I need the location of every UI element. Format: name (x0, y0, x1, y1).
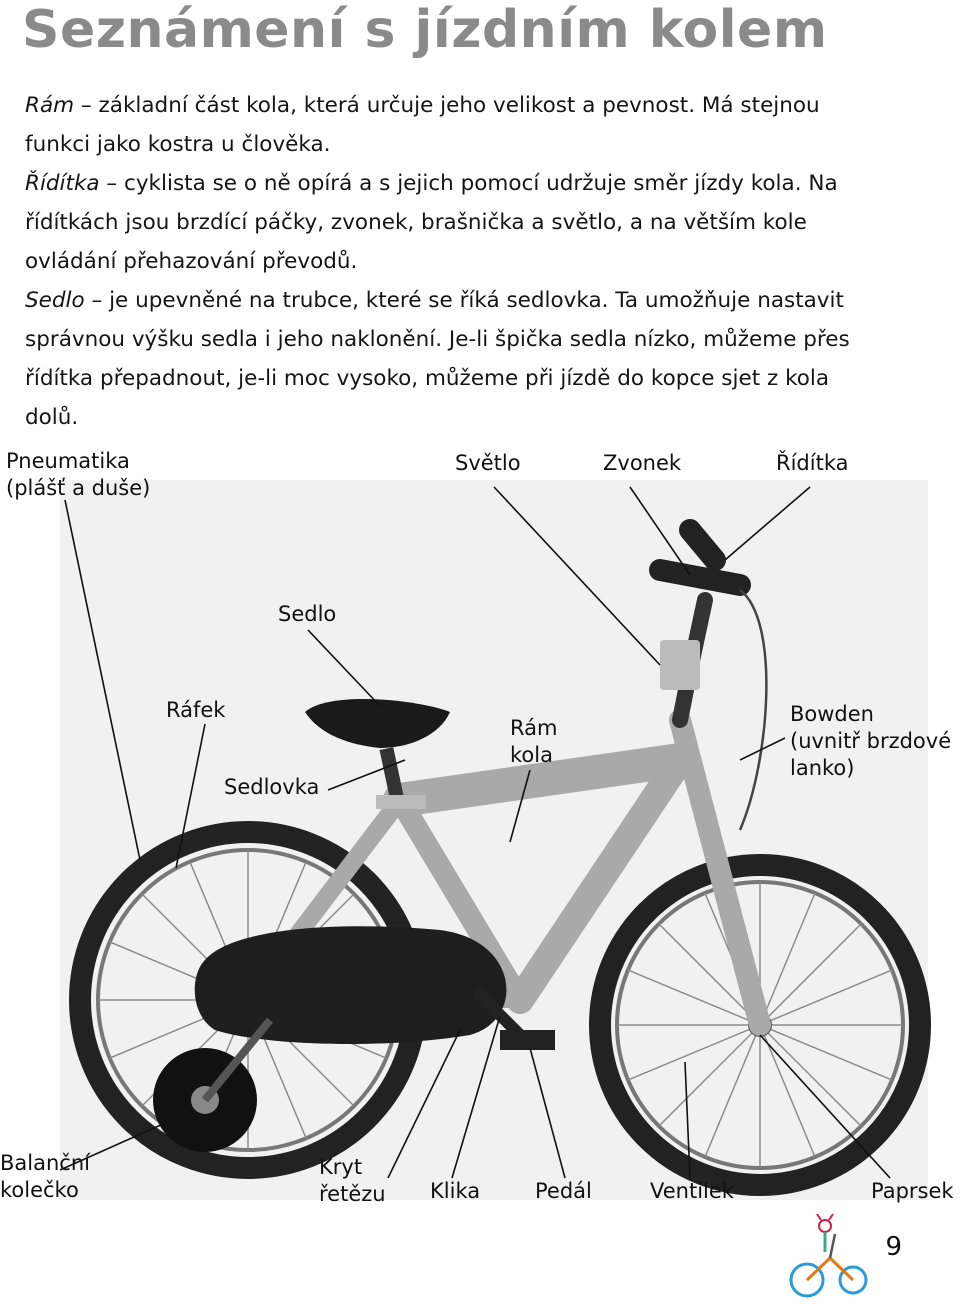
term-frame: Rám (25, 93, 75, 118)
label-kryt-retezu: Kryt řetězu (319, 1155, 386, 1206)
label-riditka: Řídítka (776, 451, 849, 475)
page-title: Seznámení s jízdním kolem (22, 0, 828, 60)
label-balancni-kolecko: Balanční kolečko (0, 1151, 90, 1202)
label-pedal: Pedál (535, 1179, 592, 1203)
label-sedlo: Sedlo (278, 602, 337, 626)
training-wheel (153, 1020, 270, 1152)
label-pneumatika: Pneumatika (plášť a duše) (6, 449, 151, 500)
label-bowden: Bowden (uvnitř brzdové lanko) (790, 702, 952, 780)
term-saddle: Sedlo (25, 288, 85, 313)
cyclist-doodle-icon (785, 1212, 875, 1302)
label-ventilek: Ventilek (650, 1179, 734, 1203)
label-sedlovka: Sedlovka (224, 775, 320, 799)
paragraph-frame-text: – základní část kola, která určuje jeho velikost a pevnost. Má stejnou funkci jako kostra u člověka. (25, 93, 820, 157)
label-rafek: Ráfek (166, 698, 226, 722)
label-klika: Klika (430, 1179, 481, 1203)
label-ram-kola: Rám kola (510, 716, 558, 767)
term-handlebars: Řídítka (25, 171, 100, 196)
page-number: 9 (885, 1232, 902, 1262)
paragraph-saddle-text: – je upevněné na trubce, které se říká sedlovka. Ta umožňuje nastavit správnou výšku sedla i jeho naklonění. Je-li špička sedla nízko, můžeme přes řídítka přepadnout, je-li moc vysoko, můžeme při jízdě do kopce sjet z kola dolů. (25, 288, 850, 430)
label-paprsek: Paprsek (871, 1179, 954, 1203)
chain-guard (195, 926, 507, 1044)
label-zvonek: Zvonek (603, 451, 682, 475)
label-svetlo: Světlo (455, 451, 521, 475)
paragraph-handlebars-text: – cyklista se o ně opírá a s jejich pomocí udržuje směr jízdy kola. Na řídítkách jsou brzdící páčky, zvonek, brašnička a světlo, a na větším kole ovládání přehazování převodů. (25, 171, 838, 274)
